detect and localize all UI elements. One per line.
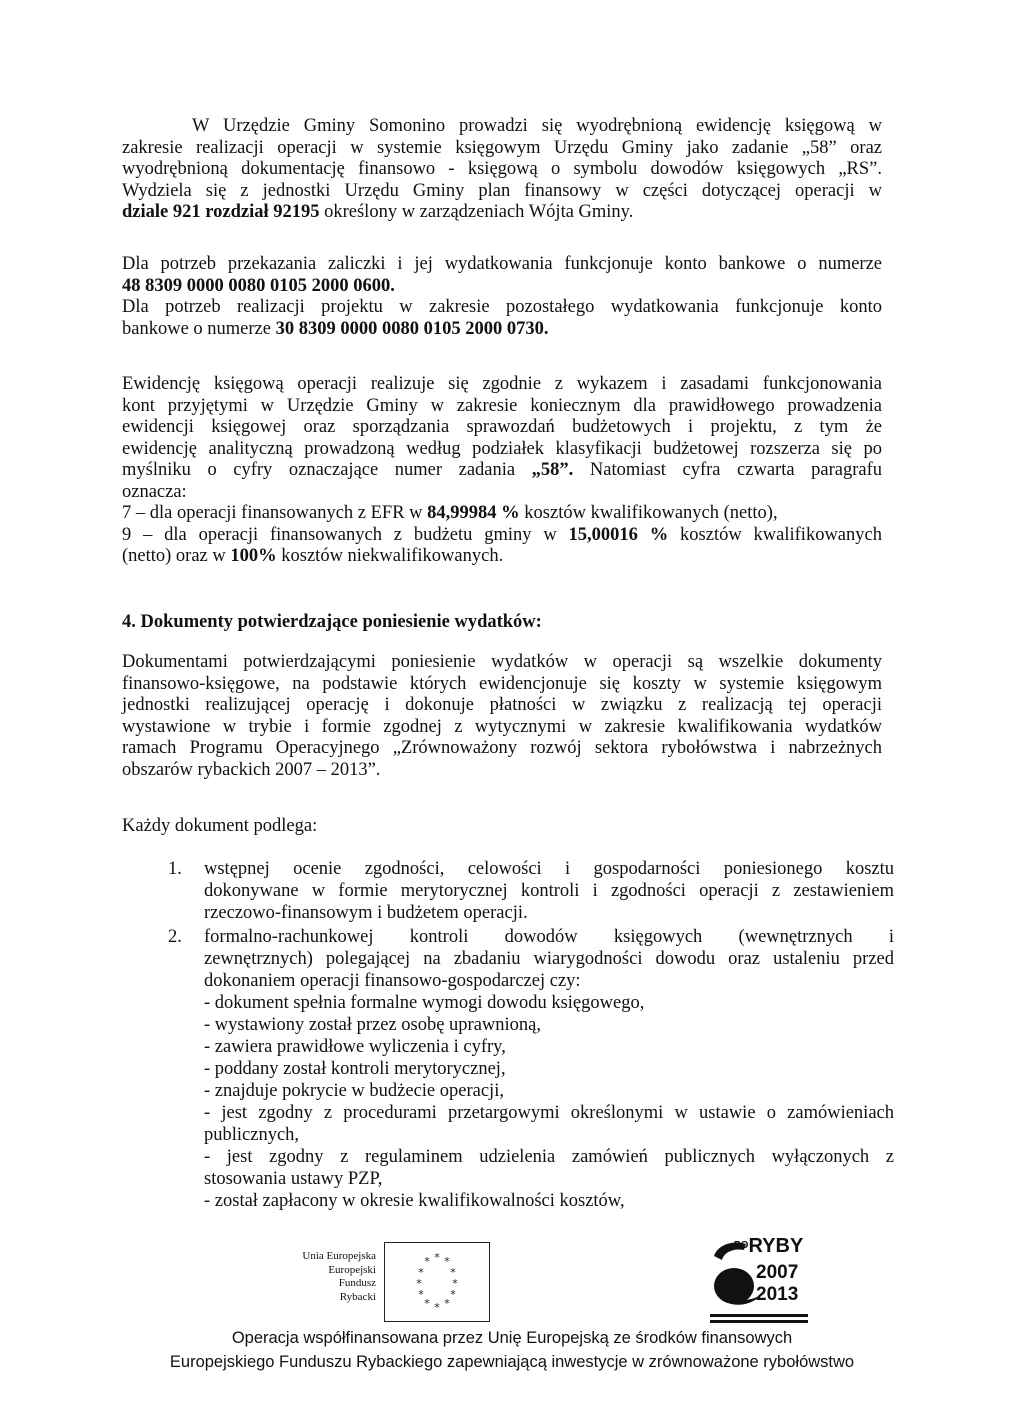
list-item-body <box>204 858 894 924</box>
account-number-1: 48 8309 0000 0080 0105 2000 0600. <box>122 275 395 296</box>
dash-item: - został zapłacony w okresie kwalifikowalności kosztów, <box>204 1191 625 1211</box>
paragraph-subject: Każdy dokument podlega: <box>122 816 318 836</box>
list-item <box>168 858 898 928</box>
list-number: 2. <box>168 927 182 947</box>
dash-item: - wystawiony został przez osobę uprawnioną, <box>204 1015 542 1035</box>
task-number-bold: „58”. <box>531 460 574 480</box>
text-fragment: kosztów kwalifikowanych <box>668 524 882 545</box>
text-line: wystawione w trybie i formie zgodnej z wytycznymi w zakresie kwalifikowania wydatków <box>122 716 882 737</box>
paragraph-accounts <box>122 254 882 340</box>
dash-item: - zawiera prawidłowe wyliczenia i cyfry, <box>204 1037 506 1057</box>
text-line: ewidencję analityczną prowadzoną według podziałek klasyfikacji budżetowej rozszerza się po <box>122 438 882 459</box>
text-line: rzeczowo-finansowym i budżetem operacji. <box>204 903 528 923</box>
dash-item: - dokument spełnia formalne wymogi dowodu księgowego, <box>204 993 645 1013</box>
text-fragment: kosztów niekwalifikowanych. <box>276 546 504 566</box>
svg-text:*: * <box>424 1255 430 1268</box>
text-line <box>122 460 882 482</box>
text-line: Ewidencję księgową operacji realizuje się zgodnie z wykazem i zasadami funkcjonowania <box>122 374 882 394</box>
account-number-2: 30 8309 0000 0080 0105 2000 0730. <box>275 318 549 339</box>
text-line: dokonaniem operacji finansowo-gospodarczej czy: <box>204 971 581 991</box>
eu-label-line: Europejski <box>328 1263 376 1276</box>
dash-item: stosowania ustawy PZP, <box>204 1169 383 1189</box>
text-line: W Urzędzie Gminy Somonino prowadzi się wyodrębnioną ewidencję księgową w <box>192 116 882 136</box>
text-fragment: określony w zarządzeniach Wójta Gminy. <box>319 202 634 222</box>
logo-year-end: 2013 <box>756 1284 799 1305</box>
svg-text:*: * <box>444 1255 450 1268</box>
text-line: jednostki realizującej operację i dokonuje płatności w związku z realizacją tej operacji <box>122 695 882 715</box>
text-fragment: bankowe o numerze <box>122 318 276 339</box>
text-line: dokonywane w formie merytorycznej kontroli i zgodności operacji z zestawieniem <box>204 881 894 901</box>
text-line <box>122 276 882 298</box>
text-line: Dokumentami potwierdzającymi poniesienie wydatków w operacji są wszelkie dokumenty <box>122 652 882 672</box>
text-line: wyodrębnioną dokumentację finansowo - księgową o symbolu dowodów księgowych „RS”. <box>122 159 882 179</box>
dash-item: - znajduje pokrycie w budżecie operacji, <box>204 1081 504 1101</box>
dash-item: - poddany został kontroli merytorycznej, <box>204 1059 506 1079</box>
text-line: Dla potrzeb przekazania zaliczki i jej wydatkowania funkcjonuje konto bankowe o numerze <box>122 254 882 274</box>
eu-label-line: Rybacki <box>339 1290 376 1303</box>
paragraph-accounting <box>122 374 882 568</box>
text-line: formalno-rachunkowej kontroli dowodów księgowych (wewnętrznych i <box>204 927 894 947</box>
text-fragment: 7 – dla operacji finansowanych z EFR w <box>122 503 428 523</box>
logo-po: PO <box>734 1240 749 1251</box>
text-line: wstępnej ocenie zgodności, celowości i gospodarności poniesionego kosztu <box>204 859 894 879</box>
text-line: kont przyjętymi w Urzędzie Gminy w zakresie koniecznym dla prawidłowego prowadzenia <box>122 395 882 416</box>
eu-stars-icon <box>385 1243 489 1321</box>
footer-line: Operacja współfinansowana przez Unię Europejską ze środków finansowych <box>231 1329 793 1347</box>
text-fragment: 9 – dla operacji finansowanych z budżetu gminy w <box>122 524 569 545</box>
footer-line: Europejskiego Funduszu Rybackiego zapewniającą inwestycje w zrównoważone rybołówstwo <box>169 1353 855 1371</box>
budget-section-bold: dziale 921 rozdział 92195 <box>122 202 320 222</box>
efr-percent: 84,99984 % <box>427 503 520 523</box>
svg-text:*: * <box>444 1297 450 1310</box>
logo-text <box>734 1236 803 1256</box>
svg-text:*: * <box>418 1266 424 1279</box>
svg-text:*: * <box>434 1301 440 1314</box>
svg-text:*: * <box>450 1266 456 1279</box>
dash-item: - jest zgodny z procedurami przetargowymi określonymi w ustawie o zamówieniach <box>204 1103 894 1123</box>
section-heading: 4. Dokumenty potwierdzające poniesienie wydatków: <box>122 612 542 632</box>
text-line <box>122 503 882 525</box>
svg-text:*: * <box>416 1277 422 1290</box>
svg-text:*: * <box>418 1288 424 1301</box>
list-item-body <box>204 926 894 1212</box>
text-line <box>122 319 882 341</box>
svg-text:*: * <box>434 1251 440 1264</box>
eu-fund-label <box>282 1250 376 1304</box>
full-percent: 100% <box>230 546 277 566</box>
eu-label-line: Unia Europejska <box>302 1250 376 1262</box>
text-line <box>122 546 882 568</box>
footer-note <box>0 1326 1024 1374</box>
svg-text:*: * <box>452 1277 458 1290</box>
text-line: Wydziela się z jednostki Urzędu Gminy plan finansowy w części dotyczącej operacji w <box>122 180 882 201</box>
list-item <box>168 926 898 1226</box>
text-line: oznacza: <box>122 481 187 502</box>
dash-item: publicznych, <box>204 1125 300 1145</box>
text-line <box>122 525 882 547</box>
text-line: ramach Programu Operacyjnego „Zrównoważony rozwój sektora rybołówstwa i nabrzeżnych <box>122 738 882 758</box>
paragraph-documents <box>122 652 882 781</box>
text-line <box>122 202 882 224</box>
dash-item: - jest zgodny z regulaminem udzielenia zamówień publicznych wyłączonych z <box>204 1147 894 1167</box>
svg-text:*: * <box>450 1288 456 1301</box>
eu-flag <box>384 1242 490 1322</box>
text-line: zakresie realizacji operacji w systemie księgowym Urzędu Gminy jako zadanie „58” oraz <box>122 137 882 158</box>
text-line: finansowo-księgowe, na podstawie których ewidencjonuje się koszty w systemie księgowym <box>122 673 882 694</box>
text-fragment: kosztów kwalifikowanych (netto), <box>519 503 778 523</box>
logo-ryby: RYBY <box>748 1235 804 1257</box>
po-ryby-logo <box>704 1236 814 1326</box>
text-line: Dla potrzeb realizacji projektu w zakresie pozostałego wydatkowania funkcjonuje konto <box>122 297 882 317</box>
eu-label-line: Fundusz <box>338 1277 376 1289</box>
logo-year-start: 2007 <box>756 1262 799 1283</box>
text-line: zewnętrznych) polegającej na zbadaniu wiarygodności dowodu oraz ustaleniu przed <box>204 949 894 969</box>
text-line: ewidencji księgowej oraz sporządzania sprawozdań budżetowych i projektu, z tym że <box>122 417 882 437</box>
text-fragment: Natomiast cyfra czwarta paragrafu <box>573 460 882 480</box>
svg-text:*: * <box>424 1297 430 1310</box>
text-line: obszarów rybackich 2007 – 2013”. <box>122 759 381 780</box>
budget-percent: 15,00016 % <box>568 524 669 545</box>
text-fragment: (netto) oraz w <box>122 546 231 566</box>
list-number: 1. <box>168 859 182 879</box>
text-fragment: myślniku o cyfry oznaczające numer zadania <box>122 460 532 480</box>
paragraph-intro <box>122 116 882 224</box>
